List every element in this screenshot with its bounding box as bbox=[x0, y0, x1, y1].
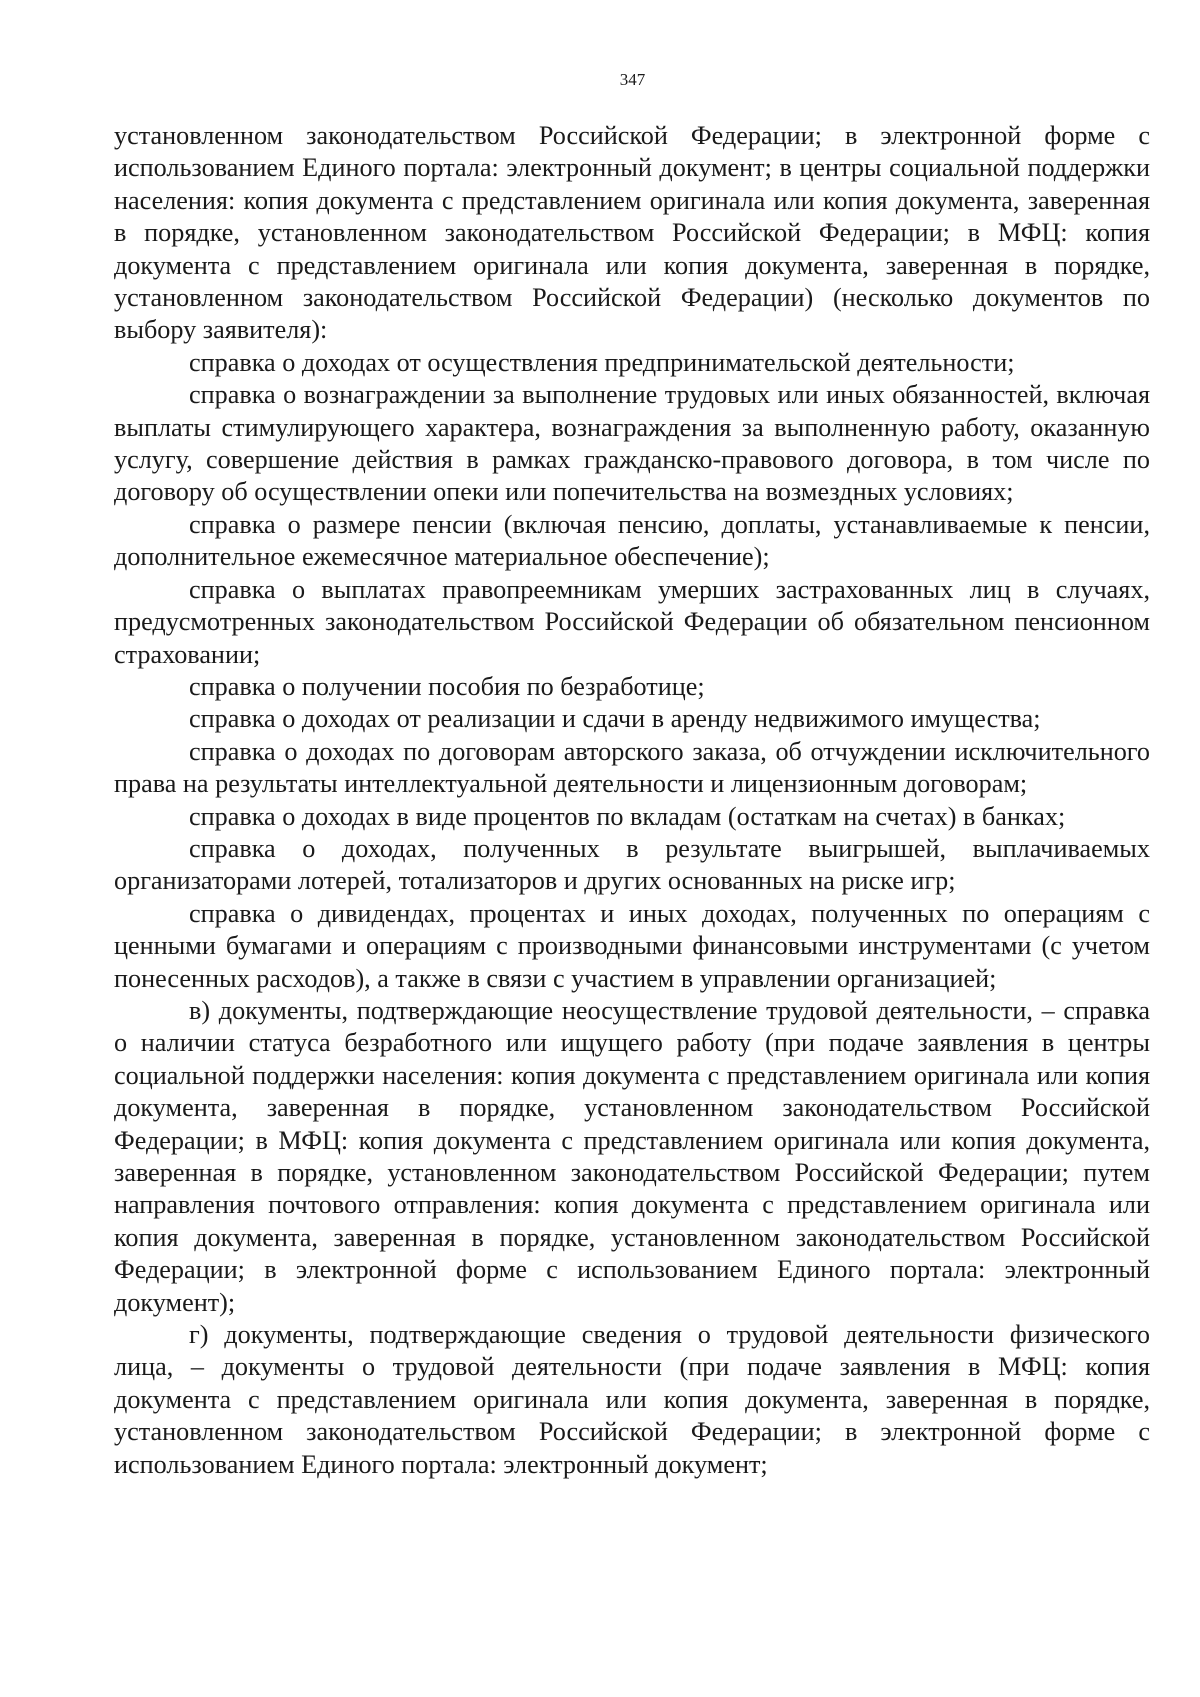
paragraph: г) документы, подтверждающие сведения о трудовой деятельности физического лица, – документы о трудовой деятельности (при подаче заявления в МФЦ: копия документа с представлением оригинала или копия документа, заверенная в порядке, установленном законодательством Российской Федерации; в электронной форме с использованием Единого портала: электронный документ; bbox=[114, 1320, 1150, 1479]
paragraph: в) документы, подтверждающие неосуществление трудовой деятельности, – справка о наличии статуса безработного или ищущего работу (при подаче заявления в центры социальной поддержки населения: копия документа с представлением оригинала или копия документа, заверенная в порядке, установленном законодательством Российской Федерации; в МФЦ: копия документа с представлением оригинала или копия документа, заверенная в порядке, установленном законодательством Российской Федерации; путем направления почтового отправления: копия документа с представлением оригинала или копия документа, заверенная в порядке, установленном законодательством Российской Федерации; в электронной форме с использованием Единого портала: электронный документ); bbox=[114, 995, 1150, 1317]
paragraph: справка о размере пенсии (включая пенсию, доплаты, устанавливаемые к пенсии, дополнительное ежемесячное материальное обеспечение); bbox=[114, 509, 1150, 572]
paragraph: справка о доходах по договорам авторского заказа, об отчуждении исключительного права на результаты интеллектуальной деятельности и лицензионным договорам; bbox=[114, 736, 1150, 799]
paragraph: справка о вознаграждении за выполнение трудовых или иных обязанностей, включая выплаты стимулирующего характера, вознаграждения за выполненную работу, оказанную услугу, совершение действия в рамках гражданско-правового договора, в том числе по договору об осуществлении опеки или попечительства на возмездных условиях; bbox=[114, 380, 1150, 507]
body-text bbox=[114, 120, 1150, 1481]
paragraph: справка о доходах от осуществления предпринимательской деятельности; bbox=[189, 347, 1015, 377]
paragraph: справка о получении пособия по безработице; bbox=[189, 671, 705, 701]
paragraph: справка о дивидендах, процентах и иных доходах, полученных по операциям с ценными бумагами и операциям с производными финансовыми инструментами (с учетом понесенных расходов), а также в связи с участием в управлении организацией; bbox=[114, 898, 1150, 993]
paragraph: справка о доходах, полученных в результате выигрышей, выплачиваемых организаторами лотерей, тотализаторов и других основанных на риске игр; bbox=[114, 833, 1150, 896]
page-number: 347 bbox=[619, 70, 646, 89]
paragraph: установленном законодательством Российской Федерации; в электронной форме с использованием Единого портала: электронный документ; в центры социальной поддержки населения: копия документа с представлением оригинала или копия документа, заверенная в порядке, установленном законодательством Российской Федерации; в МФЦ: копия документа с представлением оригинала или копия документа, заверенная в порядке, установленном законодательством Российской Федерации) (несколько документов по выбору заявителя): bbox=[114, 121, 1150, 345]
paragraph: справка о доходах от реализации и сдачи в аренду недвижимого имущества; bbox=[189, 704, 1041, 734]
paragraph: справка о выплатах правопреемникам умерших застрахованных лиц в случаях, предусмотренных законодательством Российской Федерации об обязательном пенсионном страховании; bbox=[114, 574, 1150, 669]
paragraph: справка о доходах в виде процентов по вкладам (остаткам на счетах) в банках; bbox=[189, 801, 1066, 831]
